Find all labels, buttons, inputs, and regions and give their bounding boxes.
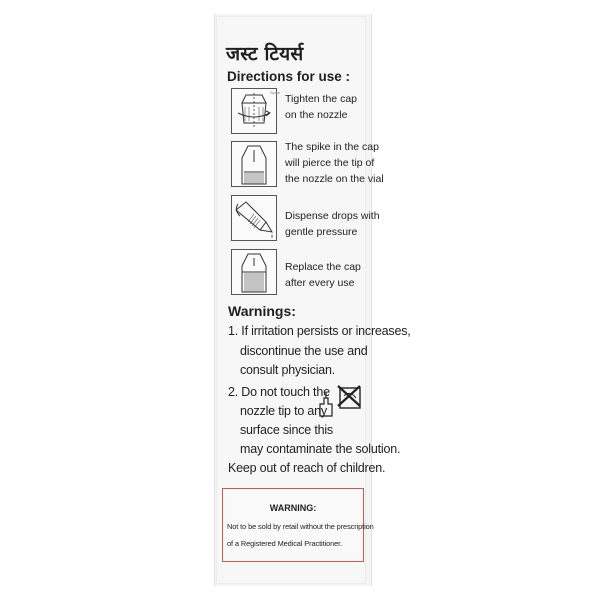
prescription-warning-line-2: of a Registered Medical Practitioner. <box>227 539 343 548</box>
warning-2-line-4: may contaminate the solution. <box>240 442 401 456</box>
warnings-title: Warnings: <box>228 303 296 319</box>
step-4-line-2: after every use <box>285 277 355 289</box>
warning-2-line-2: nozzle tip to any <box>240 404 327 418</box>
prescription-warning-box <box>222 488 374 562</box>
spike-pierce-icon <box>231 141 277 187</box>
spike-label: Spike <box>270 90 281 95</box>
directions-title: Directions for use : <box>227 69 351 84</box>
prescription-warning-line-1: Not to be sold by retail without the prescription <box>227 522 374 531</box>
step-2-line-2: will pierce the tip of <box>285 157 375 169</box>
replace-cap-icon <box>231 249 277 295</box>
step-4-line-1: Replace the cap <box>285 261 361 273</box>
step-2-text <box>285 139 405 187</box>
keep-out-of-reach-text: Keep out of reach of children. <box>228 461 386 475</box>
do-not-touch-nozzle-icon <box>316 378 366 418</box>
warning-1-line-2: discontinue the use and <box>240 344 368 358</box>
step-3-line-2: gentle pressure <box>285 226 358 238</box>
step-1-line-2: on the nozzle <box>285 109 348 121</box>
warning-1-line-1: 1. If irritation persists or increases, <box>228 324 411 338</box>
product-name-hindi: जस्ट टियर्स <box>226 43 304 65</box>
step-1-line-1: Tighten the cap <box>285 93 357 105</box>
step-2-line-1: The spike in the cap <box>285 141 379 153</box>
prescription-warning-title: WARNING: <box>269 503 317 513</box>
step-3-text <box>285 208 405 240</box>
step-1-text <box>285 91 405 123</box>
warning-1-line-3: consult physician. <box>240 363 336 377</box>
step-4-text <box>285 259 405 291</box>
step-2-line-3: the nozzle on the vial <box>285 173 384 185</box>
dispense-drops-icon <box>231 195 277 241</box>
warning-2-line-1: 2. Do not touch the <box>228 385 330 399</box>
step-3-line-1: Dispense drops with <box>285 210 380 222</box>
warning-2-line-3: surface since this <box>240 423 333 437</box>
